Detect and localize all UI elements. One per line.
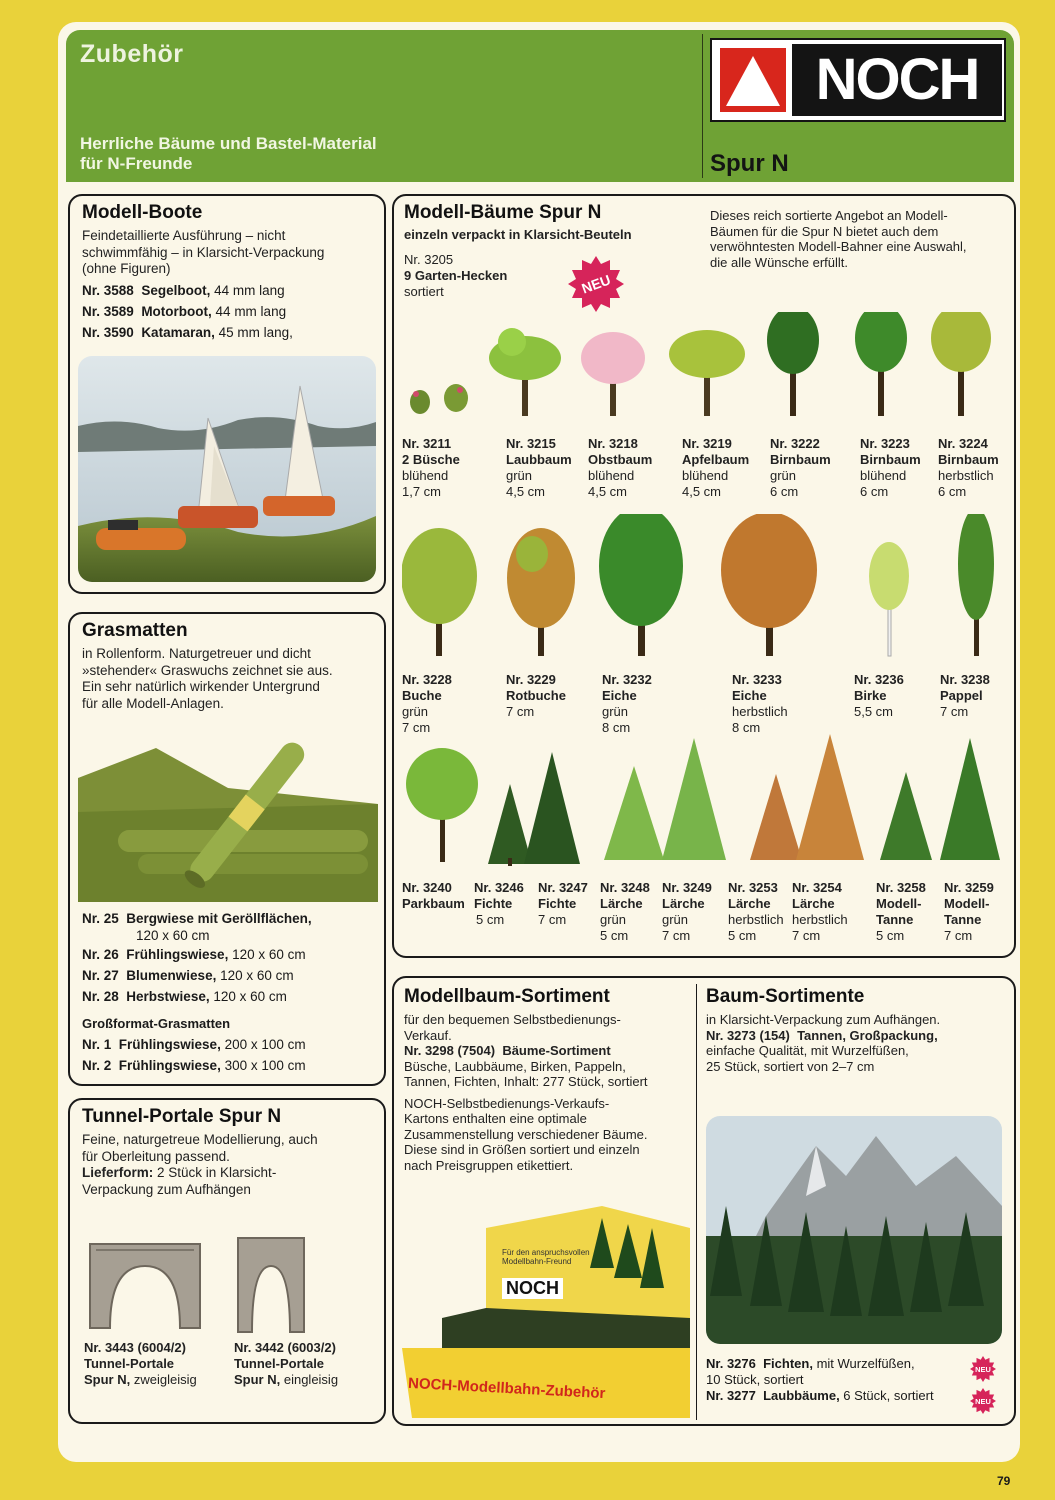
desc-line: in Rollenform. Naturgetreuer und dicht: [82, 646, 311, 661]
item-size: 7 cm: [538, 912, 567, 927]
section-description: [404, 1012, 694, 1173]
item-size: 1,7 cm: [402, 484, 442, 499]
item-detail: herbstlich: [792, 912, 848, 927]
neu-badge-icon: [970, 1356, 996, 1382]
trees-row1-illustration: [402, 312, 1014, 422]
desc-line: die alle Wünsche erfüllt.: [710, 254, 849, 270]
desc-line: für Oberleitung passend.: [82, 1148, 230, 1164]
page-title: Zubehör: [80, 40, 184, 68]
grass-list: [82, 910, 312, 1076]
desc-line: [82, 1165, 318, 1182]
tunnel-item-a: [84, 1340, 197, 1388]
liefer-label: Lieferform:: [82, 1165, 154, 1180]
item-detail: grün: [402, 704, 429, 719]
item-name: Buche: [402, 688, 442, 703]
desc-line: für den bequemen Selbstbedienungs-: [404, 1012, 621, 1027]
item-number: Nr. 3228: [402, 672, 452, 687]
tree-icon: [931, 312, 991, 416]
item-name: Tanne: [944, 912, 982, 927]
fir-icon: [880, 772, 932, 860]
tree-label: [854, 672, 904, 720]
item-number: Nr. 3222: [770, 436, 820, 451]
section-title: Modell-Bäume Spur N: [404, 202, 602, 223]
item-name: Modell-: [944, 896, 990, 911]
tree-icon: [402, 528, 477, 656]
item-number: Nr. 3205: [404, 251, 454, 267]
item-size: 8 cm: [602, 720, 631, 735]
desc-line: Bäumen für die Spur N bietet auch dem: [710, 223, 939, 239]
neu-badge-icon: [568, 256, 624, 312]
item-detail: sortiert: [404, 283, 444, 299]
section-title: Grasmatten: [82, 620, 188, 641]
tree-icon: [489, 328, 561, 416]
larch-icon: [796, 734, 864, 860]
tunnel-item-b: [234, 1340, 338, 1388]
item-detail: 7 cm: [940, 704, 969, 719]
spruce-icon: [524, 752, 580, 864]
display-banner: NOCH-Modellbahn-Zubehör: [407, 1374, 606, 1403]
subtitle-line: für N-Freunde: [80, 154, 193, 173]
item-number: Nr. 3589: [82, 303, 134, 319]
item-detail: blühend: [860, 468, 907, 483]
product-line: [404, 1043, 694, 1059]
item-number: Nr. 3236: [854, 672, 904, 687]
tree-label: [940, 672, 990, 720]
list-item: [82, 910, 312, 927]
tree-label: [538, 880, 588, 928]
desc-line: Feine, naturgetreue Modellierung, auch: [82, 1132, 318, 1147]
item-detail: zweigleisig: [130, 1372, 197, 1387]
item-number: Nr. 27: [82, 968, 119, 983]
product-list: [82, 280, 324, 343]
item-number: Nr. 3215: [506, 436, 556, 451]
item-name: Modell-: [876, 896, 922, 911]
list-item: [82, 944, 312, 965]
item-name: Blumenwiese,: [126, 968, 217, 983]
larch-icon: [750, 774, 802, 860]
bush-icon: [410, 384, 468, 414]
item-name: 2 Büsche: [402, 452, 460, 467]
desc-line: »stehender« Graswuchs zeichnet sie aus.: [82, 662, 333, 678]
item-number: Nr. 3246: [474, 880, 524, 895]
desc-line: für alle Modell-Anlagen.: [82, 695, 224, 711]
item-size: 6 cm: [860, 484, 889, 499]
item-number: Nr. 3442 (6003/2): [234, 1340, 336, 1355]
section-title: Tunnel-Portale Spur N: [82, 1106, 282, 1127]
item-name: Tunnel-Portale: [234, 1356, 325, 1371]
desc-line: in Klarsicht-Verpackung zum Aufhängen.: [706, 1012, 941, 1027]
trees-row2-illustration: [402, 514, 1014, 664]
list-item: [82, 301, 324, 322]
tree-label: [876, 880, 926, 944]
header-banner: [66, 30, 1014, 182]
item-detail: 120 x 60 cm: [209, 989, 287, 1004]
section-description: [82, 646, 333, 712]
item-number: Nr. 3238: [940, 672, 990, 687]
item-name: Tannen, Großpackung,: [797, 1027, 938, 1043]
product-line: [706, 1028, 1012, 1044]
item-detail: 7 cm: [506, 704, 535, 719]
item-number: Nr. 3443 (6004/2): [84, 1340, 186, 1355]
tree-label: [402, 880, 465, 912]
item-name: Fichte: [538, 896, 577, 911]
section-description: [82, 228, 324, 278]
item-size: 7 cm: [944, 928, 973, 943]
item-size: 6 cm: [770, 484, 799, 499]
desc-line: Ein sehr natürlich wirkender Untergrund: [82, 679, 320, 694]
neu-badge-text: NEU: [975, 1396, 991, 1406]
item-number: Nr. 3211: [402, 436, 452, 451]
item-spur: Spur N,: [84, 1372, 131, 1387]
desc-line: Feindetaillierte Ausführung – nicht: [82, 228, 286, 243]
item-size: 5 cm: [728, 928, 757, 943]
tree-label: [732, 672, 788, 736]
list-item: [82, 322, 324, 343]
item-detail: 45 mm lang,: [214, 324, 293, 340]
list-item: [82, 1034, 312, 1055]
desc-line: schwimmfähig – in Klarsicht-Verpackung: [82, 244, 325, 260]
neu-badge-text: NEU: [579, 271, 613, 297]
park-tree-icon: [406, 748, 478, 862]
item-name: Frühlingswiese,: [126, 947, 229, 962]
item-detail: herbstlich: [938, 468, 994, 483]
tree-label: [588, 436, 652, 500]
item-name: Lärche: [600, 896, 643, 911]
item-detail: grün: [506, 468, 533, 483]
item-size: 5 cm: [600, 928, 629, 943]
item-detail: 6 Stück, sortiert: [839, 1388, 934, 1403]
subtitle-line: Herrliche Bäume und Bastel-Material: [80, 134, 377, 153]
desc-line: Diese sind in Größen sortiert und einzeln: [404, 1142, 640, 1157]
item-name: Herbstwiese,: [126, 989, 210, 1004]
section-subtitle: einzeln verpackt in Klarsicht-Beuteln: [404, 227, 632, 242]
fir-icon: [940, 738, 1000, 860]
item-detail: grün: [662, 912, 689, 927]
desc-line: einfache Qualität, mit Wurzelfüßen,: [706, 1043, 909, 1058]
boats-photo: [78, 356, 376, 582]
forest-photo: [706, 1116, 1002, 1344]
desc-line: 25 Stück, sortiert von 2–7 cm: [706, 1058, 875, 1074]
item-name: Lärche: [728, 896, 771, 911]
item-detail: 120 x 60 cm: [228, 947, 306, 962]
item-number: Nr. 3247: [538, 880, 588, 895]
item-number: Nr. 1: [82, 1037, 112, 1052]
item-number: Nr. 3219: [682, 436, 732, 451]
double-tunnel-portal-icon: [86, 1236, 204, 1332]
tree-label: [682, 436, 749, 500]
item-number: Nr. 3258: [876, 880, 926, 895]
tree-label: [938, 436, 999, 500]
tree-label: [792, 880, 848, 944]
item-detail: blühend: [588, 468, 635, 483]
list-item: [82, 986, 312, 1007]
desc-line: NOCH-Selbstbedienungs-Verkaufs-: [404, 1095, 610, 1111]
tree-label: [602, 672, 652, 736]
desc-line: Kartons enthalten eine optimale: [404, 1111, 587, 1126]
desc-line: Verkauf.: [404, 1027, 452, 1043]
item-number: Nr. 26: [82, 947, 119, 962]
item-number: Nr. 3277: [706, 1388, 756, 1403]
item-name: Laubbäume,: [763, 1388, 840, 1403]
desc-line: Tannen, Fichten, Inhalt: 277 Stück, sortiert: [404, 1074, 648, 1089]
grasmatten-section: [68, 612, 386, 1086]
desc-line: (ohne Figuren): [82, 261, 171, 276]
item-size: 120 x 60 cm: [136, 928, 210, 943]
desc-line: verwöhntesten Modell-Bahner eine Auswahl,: [710, 239, 967, 254]
item-name: Frühlingswiese,: [118, 1037, 221, 1052]
item-name: Segelboot,: [141, 282, 211, 298]
poplar-icon: [958, 514, 994, 656]
item-name: Motorboot,: [141, 303, 212, 319]
item-number: Nr. 3259: [944, 880, 994, 895]
larch-icon: [662, 738, 726, 860]
item-number: Nr. 3248: [600, 880, 650, 895]
tree-label: [944, 880, 994, 944]
neu-badge-text: NEU: [975, 1364, 991, 1374]
sortiment-section: [392, 976, 1016, 1426]
item-detail: eingleisig: [280, 1372, 339, 1387]
item-name: Frühlingswiese,: [118, 1058, 221, 1073]
baeume-intro: [710, 208, 967, 270]
item-number: Nr. 3298 (7504): [404, 1043, 496, 1058]
tree-label: [600, 880, 650, 944]
larch-icon: [604, 766, 664, 860]
item-name: Laubbaum: [506, 452, 572, 467]
item-name: Apfelbaum: [682, 452, 750, 467]
tree-icon: [669, 330, 745, 416]
item-spur: Spur N,: [234, 1372, 281, 1387]
desc-line: nach Preisgruppen etikettiert.: [404, 1157, 574, 1173]
desc-line: Büsche, Laubbäume, Birken, Pappeln,: [404, 1058, 626, 1074]
tree-icon: [599, 514, 683, 656]
item-detail: herbstlich: [732, 704, 788, 719]
item-name: Tanne: [876, 912, 914, 927]
logo-text: NOCH: [792, 44, 1002, 116]
item-name: Birnbaum: [770, 452, 831, 467]
logo-triangle-icon: [720, 48, 786, 112]
item-number: Nr. 3224: [938, 436, 988, 451]
item-number: Nr. 3276: [706, 1356, 756, 1371]
display-logo: NOCH: [502, 1278, 563, 1299]
item-detail: herbstlich: [728, 912, 784, 927]
item-number: Nr. 28: [82, 989, 119, 1004]
item-detail: grün: [770, 468, 797, 483]
item-name: 9 Garten-Hecken: [404, 267, 508, 283]
item-name: Fichte: [474, 896, 513, 911]
item-number: Nr. 3588: [82, 282, 134, 298]
item-size: 7 cm: [792, 928, 821, 943]
list-item: [82, 965, 312, 986]
item-size: 4,5 cm: [682, 484, 722, 499]
item-detail: 44 mm lang: [211, 303, 287, 319]
tree-icon: [855, 312, 907, 416]
spur-label: Spur N: [710, 150, 789, 177]
item-number: Nr. 25: [82, 911, 119, 926]
tree-label: [402, 672, 452, 736]
item-size: 8 cm: [732, 720, 761, 735]
display-box-photo: [402, 1198, 690, 1418]
tree-icon: [721, 514, 817, 656]
item-detail: grün: [600, 912, 627, 927]
trees-row3-illustration: [402, 734, 1014, 870]
desc-line: Zusammenstellung verschiedener Bäume.: [404, 1126, 648, 1142]
tree-label: [662, 880, 712, 944]
item-detail: blühend: [402, 468, 449, 483]
tunnel-section: [68, 1098, 386, 1424]
item-name: Bäume-Sortiment: [502, 1043, 611, 1058]
item-detail: 10 Stück, sortiert: [706, 1372, 804, 1387]
grass-mat-photo: [78, 734, 378, 902]
item-name: Eiche: [602, 688, 637, 703]
item-name: Lärche: [792, 896, 835, 911]
page-number: 79: [997, 1474, 1011, 1488]
item-detail: mit Wurzelfüßen,: [812, 1356, 915, 1371]
display-top-text: Für den anspruchsvollen Modellbahn-Freund: [502, 1248, 590, 1266]
item-number: Nr. 3218: [588, 436, 638, 451]
item-name: Katamaran,: [141, 324, 215, 340]
item-number: Nr. 3223: [860, 436, 910, 451]
item-number: Nr. 3253: [728, 880, 778, 895]
item-number: Nr. 3249: [662, 880, 712, 895]
birch-icon: [869, 542, 909, 656]
boote-section: [68, 194, 386, 594]
item-number: Nr. 3232: [602, 672, 652, 687]
item-name: Fichten,: [763, 1356, 813, 1371]
item-name: Tunnel-Portale: [84, 1356, 175, 1371]
item-name: Bergwiese mit Geröllflächen,: [126, 911, 312, 926]
tree-label: [506, 436, 572, 500]
item-number: Nr. 3273 (154): [706, 1027, 790, 1043]
section-title: Baum-Sortimente: [706, 986, 865, 1007]
subsection-title: Großformat-Grasmatten: [82, 1016, 231, 1031]
neu-badge-icon: [970, 1388, 996, 1414]
header-divider: [702, 34, 703, 178]
section-title: Modell-Boote: [82, 202, 203, 223]
item-size: 4,5 cm: [588, 484, 628, 499]
desc-line: Verpackung zum Aufhängen: [82, 1181, 251, 1197]
item-detail: 300 x 100 cm: [220, 1058, 306, 1073]
baeume-section: [392, 194, 1016, 958]
item-detail: 5,5 cm: [854, 704, 894, 719]
noch-logo: [710, 38, 1006, 122]
tree-icon: [507, 528, 575, 656]
item-number: Nr. 3229: [506, 672, 556, 687]
item-number: Nr. 3233: [732, 672, 782, 687]
spruce-icon: [488, 784, 532, 866]
column-divider: [696, 984, 697, 1420]
section-title: Modellbaum-Sortiment: [404, 986, 610, 1007]
item-number: Nr. 3240: [402, 880, 452, 895]
item-name: Parkbaum: [402, 896, 465, 911]
item-size: 4,5 cm: [506, 484, 546, 499]
tree-label: [728, 880, 784, 944]
list-item: [706, 1388, 934, 1404]
tree-label: [770, 436, 831, 500]
item-detail: 200 x 100 cm: [220, 1037, 306, 1052]
item-detail: blühend: [682, 468, 729, 483]
list-item: [82, 1055, 312, 1076]
item-name: Obstbaum: [588, 452, 653, 467]
item-size: 7 cm: [402, 720, 431, 735]
page-subtitle: [80, 134, 377, 174]
tree-icon: [767, 312, 819, 416]
section-description: [82, 1132, 318, 1198]
item-detail: grün: [602, 704, 629, 719]
tree-icon: [581, 332, 645, 416]
item-name: Birnbaum: [938, 452, 999, 467]
item-name: Rotbuche: [506, 688, 566, 703]
list-item: [706, 1356, 934, 1372]
item-detail: 44 mm lang: [210, 282, 285, 298]
item-name: Birnbaum: [860, 452, 921, 467]
item-detail: 120 x 60 cm: [216, 968, 294, 983]
item-number: Nr. 2: [82, 1058, 112, 1073]
tree-label: [860, 436, 921, 500]
item-number: Nr. 3590: [82, 324, 134, 340]
list-item: [82, 280, 324, 301]
item-name: Birke: [854, 688, 887, 703]
item-size: 6 cm: [938, 484, 967, 499]
liefer-text: 2 Stück in Klarsicht-: [153, 1165, 277, 1180]
baumsort-items: [706, 1356, 934, 1404]
tree-label: [474, 880, 524, 928]
item-name: Eiche: [732, 688, 767, 703]
item-name: Pappel: [940, 688, 983, 703]
section-description: [706, 1012, 1012, 1074]
tree-label: [506, 672, 566, 720]
tree-label: [402, 436, 460, 500]
item-size: 5 cm: [876, 928, 905, 943]
item-size: 7 cm: [662, 928, 691, 943]
item-name: Lärche: [662, 896, 705, 911]
single-tunnel-portal-icon: [234, 1232, 308, 1336]
item-size: 5 cm: [476, 912, 505, 927]
item-number: Nr. 3254: [792, 880, 842, 895]
desc-line: Dieses reich sortierte Angebot an Modell-: [710, 208, 948, 223]
